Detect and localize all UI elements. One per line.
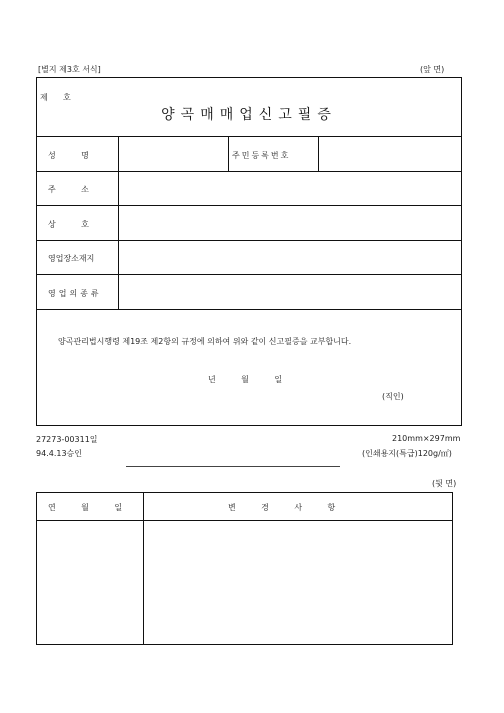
paper-size: 210mm×297mm — [392, 434, 461, 443]
date-column-header: 연 월 일 — [48, 503, 123, 512]
changes-column-header: 변 경 사 항 — [228, 503, 336, 512]
address-label: 주 소 — [48, 185, 89, 194]
name-label: 성 명 — [48, 151, 89, 160]
official-seal-label: (직인) — [382, 392, 404, 401]
business-type-label: 영업의종류 — [48, 289, 102, 298]
row-divider — [36, 309, 462, 310]
trade-name-field[interactable] — [120, 207, 460, 239]
back-side-label: (뒷 면) — [432, 479, 457, 488]
name-field[interactable] — [120, 138, 226, 170]
number-label: 제 호 — [40, 93, 71, 102]
issue-date-line: 년 월 일 — [208, 375, 283, 384]
location-label: 영업장소재지 — [48, 254, 95, 263]
row-divider — [36, 171, 462, 172]
label-column-divider — [118, 136, 119, 309]
form-title: 양곡매매업신고필증 — [161, 107, 337, 123]
certification-text: 양곡관리법시행령 제19조 제2항의 규정에 의하여 위와 같이 신고필증을 교부합니다. — [58, 337, 352, 346]
location-field[interactable] — [120, 242, 460, 273]
column-divider — [143, 492, 144, 645]
business-type-field[interactable] — [120, 276, 460, 308]
resident-id-field[interactable] — [320, 138, 460, 170]
change-details-field[interactable] — [145, 522, 451, 643]
front-side-label: (앞 면) — [420, 65, 445, 74]
row-divider — [36, 205, 462, 206]
row-divider — [36, 240, 462, 241]
paper-spec: (인쇄용지(특급)120g/㎡) — [362, 449, 452, 458]
form-reference: [별지 제3호 서식] — [38, 65, 101, 74]
form-code: 27273-00311일 — [36, 435, 98, 444]
row-divider — [36, 136, 462, 137]
header-divider — [36, 520, 453, 521]
resident-id-label: 주민등록번호 — [232, 151, 291, 160]
approval-date: 94.4.13승인 — [36, 449, 82, 458]
id-label-right-divider — [318, 136, 319, 171]
address-field[interactable] — [120, 173, 460, 204]
separator-line — [126, 466, 340, 467]
row-divider — [36, 274, 462, 275]
trade-name-label: 상 호 — [48, 220, 89, 229]
change-date-field[interactable] — [38, 522, 142, 643]
id-label-left-divider — [228, 136, 229, 171]
